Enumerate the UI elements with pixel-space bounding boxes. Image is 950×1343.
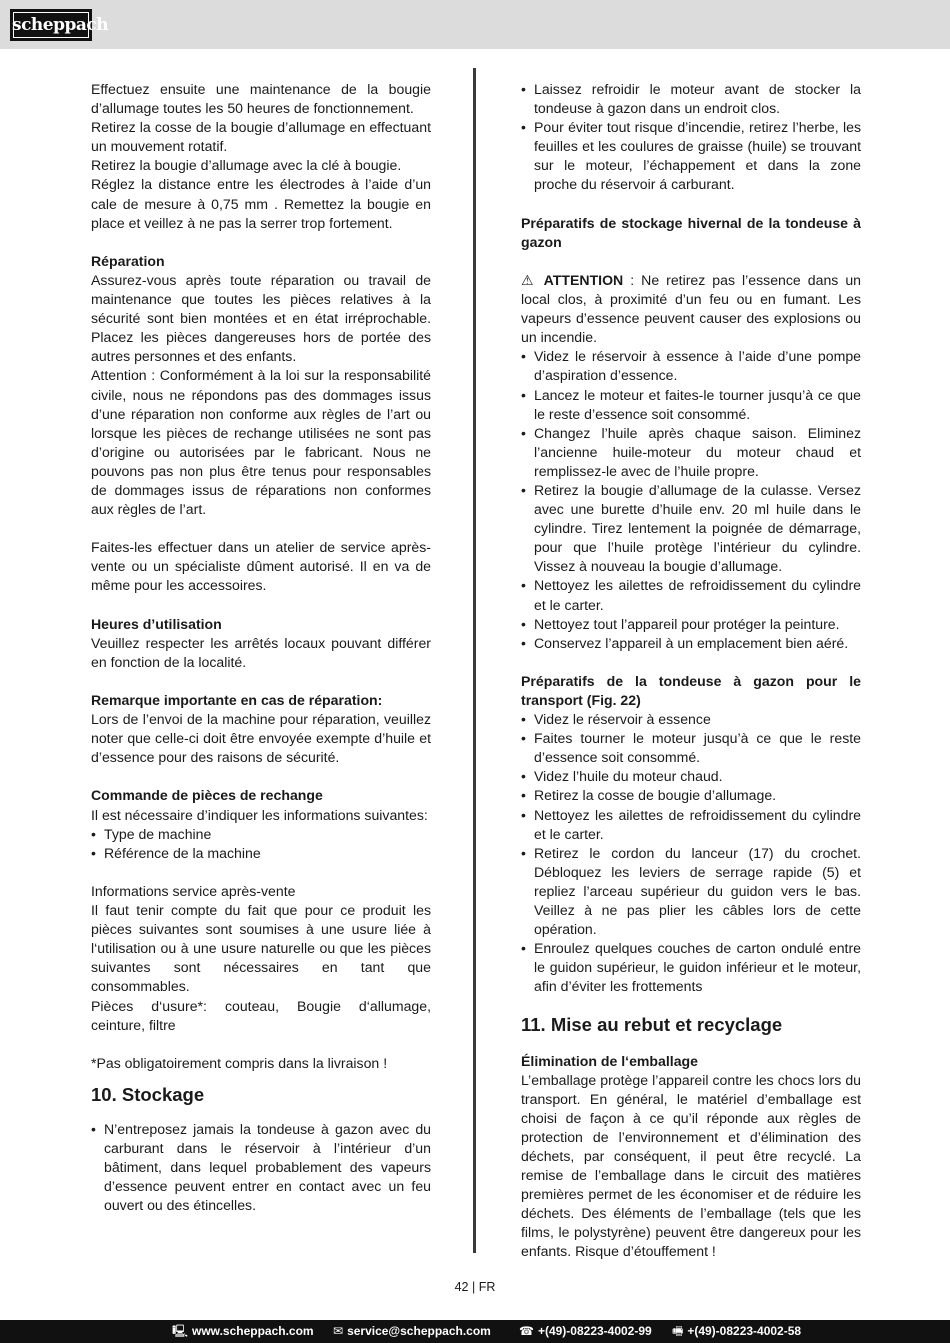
fax-text: +(49)-08223-4002-58 [687, 1324, 802, 1338]
remarque-paragraph: Lors de l’envoi de la machine pour réparation, veuillez noter que celle-ci doit être envoyée exempte d’huile et d’essence pour des raisons de sécurité. [91, 711, 431, 766]
commande-paragraph: Il est nécessaire d’indiquer les informations suivantes: [91, 806, 428, 823]
stockage-heading: 10. Stockage [91, 1083, 205, 1105]
storage-list [521, 80, 861, 195]
heures-paragraph: Veuillez respecter les arrêtés locaux pouvant différer en fonction de la localité. [91, 634, 431, 670]
page-number: 42 | FR [454, 1280, 496, 1294]
commande-list [91, 825, 431, 863]
header-bar [0, 0, 950, 49]
hiver-list [521, 347, 861, 653]
list-item: • Retirez la cosse de bougie d’allumage. [521, 786, 861, 805]
list-item: • Conservez l’appareil à un emplacement bien aéré. [521, 634, 861, 653]
emballage-paragraph: L’emballage protège l’appareil contre les chocs lors du transport. En général, le matériel d’emballage est choisi de façon à ce qu’il réponde aux règles de protection de l’environnement et d’élimination des déchets, par conséquent, il peut être recyclé. La remise de l’emballage dans le circuit des matières premières permet de les économiser et de réduire les déchets. Des éléments de l’emballage (tels que les films, le polystyrène) peuvent être dangereux pour les enfants. Risque d’étouffement ! [521, 1071, 861, 1260]
warning-text: : Ne retirez pas l’essence dans un local clos, à proximité d’un feu ou en fumant. Les vapeurs d’essence peuvent causer des explosions ou un incendie. [521, 271, 861, 346]
footer-website[interactable] [172, 1320, 314, 1343]
footer-phone [519, 1320, 652, 1343]
list-item: • Nettoyez tout l’appareil pour protéger la peinture. [521, 615, 861, 634]
footer-email[interactable] [333, 1320, 491, 1343]
service-paragraph: Pièces d‘usure*: couteau, Bougie d‘allumage, ceinture, filtre [91, 997, 431, 1033]
hiver-title: Préparatifs de stockage hivernal de la tondeuse à gazon [521, 214, 861, 250]
list-item: • Changez l’huile après chaque saison. Eliminez l’ancienne huile-moteur du moteur chaud et remplissez-le avec de l’huile propre. [521, 424, 861, 481]
recycle-heading: 11. Mise au rebut et recyclage [521, 1013, 783, 1035]
footnote: *Pas obligatoirement compris dans la livraison ! [91, 1054, 388, 1071]
warning-icon: ⚠ [521, 271, 537, 288]
remarque-title: Remarque importante en cas de réparation: [91, 692, 383, 708]
stockage-list [91, 1120, 431, 1215]
right-column [521, 80, 861, 1262]
phone-icon: ☎ [519, 1324, 534, 1338]
scheppach-logo: scheppach [10, 9, 92, 41]
website-text: www.scheppach.com [192, 1324, 314, 1338]
computer-icon: 🖳 [172, 1324, 189, 1338]
reparation-title: Réparation [91, 252, 165, 269]
service-title: Informations service après-vente [91, 882, 296, 899]
service-paragraph: Il faut tenir compte du fait que pour ce produit les pièces suivantes sont soumises à une usure liée à l‘utilisation ou à une usure naturelle ou que les pièces suivantes sont nécessaires en tant que consommables. [91, 902, 431, 995]
list-item: • Retirez le cordon du lanceur (17) du crochet. Débloquez les leviers de serrage rapide (5) et repliez l’arceau supérieur du guidon vers le bas. Veillez à ne pas plier les câbles lors de cette opération. [521, 844, 861, 939]
transport-list [521, 710, 861, 996]
footer-bar [0, 1320, 950, 1343]
email-text: service@scheppach.com [347, 1324, 491, 1338]
warning-label: ATTENTION [543, 271, 624, 288]
list-item: • Videz le réservoir à essence [521, 710, 861, 729]
phone-text: +(49)-08223-4002-99 [537, 1324, 652, 1338]
list-item: • Nettoyez les ailettes de refroidissement du cylindre et le carter. [521, 806, 861, 844]
list-item: • Videz le réservoir à essence à l’aide d’une pompe d’aspiration d’essence. [521, 347, 861, 385]
intro-line: Réglez la distance entre les électrodes à l’aide d’un cale de mesure à 0,75 mm . Remettez la bougie en place et veillez à ne pas la serrer trop fortement. [91, 176, 431, 231]
list-item: • Référence de la machine [91, 844, 431, 863]
reparation-paragraph: Assurez-vous après toute réparation ou travail de maintenance que toutes les pièces relatives à la sécurité sont bien montées et en état irréprochable. Placez les pièces dangereuses hors de portée des autres personnes et des enfants. [91, 271, 431, 365]
list-item: • Videz l’huile du moteur chaud. [521, 767, 861, 786]
list-item: • Enroulez quelques couches de carton ondulé entre le guidon supérieur, le guidon inférieur et le moteur, afin d’éviter les frottements [521, 939, 861, 996]
intro-line: Effectuez ensuite une maintenance de la bougie d’allumage toutes les 50 heures de fonctionnement. [91, 81, 431, 117]
emballage-title: Élimination de l‘emballage [521, 1052, 698, 1069]
mail-icon: ✉ [333, 1324, 344, 1338]
list-item: • Laissez refroidir le moteur avant de stocker la tondeuse à gazon dans un endroit clos. [521, 80, 861, 118]
warning-paragraph [521, 271, 861, 347]
reparation-paragraph: Attention : Conformément à la loi sur la responsabilité civile, nous ne répondons pas des dommages issus d’une réparation non conforme aux règles de l’art ou lorsque les pièces de rechange utilisées ne sont pas d’origine ou autorisées par le fabricant. Nous ne pouvons pas non plus être tenus pour responsables de dommages issus de réparations non conformes aux règles de l’art. [91, 367, 431, 518]
column-divider [473, 68, 476, 1253]
transport-title: Préparatifs de la tondeuse à gazon pour le transport (Fig. 22) [521, 672, 861, 708]
left-column [91, 80, 431, 1215]
intro-line: Retirez la bougie d’allumage avec la clé à bougie. [91, 157, 402, 174]
list-item: • Retirez la bougie d’allumage de la culasse. Versez avec une burette d’huile env. 20 ml huile dans le cylindre. Tirez lentement la poignée de démarrage, pour que l’huile protège l’intérieur du cylindre. Vissez à nouveau la bougie d’allumage. [521, 481, 861, 576]
list-item: • Type de machine [91, 825, 431, 844]
commande-title: Commande de pièces de rechange [91, 787, 323, 804]
list-item: • Pour éviter tout risque d’incendie, retirez l’herbe, les feuilles et les coulures de graisse (huile) se trouvant sur le moteur, l’échappement et dans la zone proche du réservoir á carburant. [521, 118, 861, 194]
reparation-paragraph: Faites-les effectuer dans un atelier de service après-vente ou un spécialiste dûment autorisé. Il en va de même pour les accessoires. [91, 539, 431, 594]
list-item: • Faites tourner le moteur jusqu’à ce que le reste d’essence soit consommé. [521, 729, 861, 767]
footer-fax [672, 1320, 801, 1343]
heures-title: Heures d’utilisation [91, 615, 222, 632]
list-item: • Nettoyez les ailettes de refroidissement du cylindre et le carter. [521, 576, 861, 614]
list-item: • N’entreposez jamais la tondeuse à gazon avec du carburant dans le réservoir à l’intérieur d’un bâtiment, dans lequel probablement des vapeurs d’essence peuvent entrer en contact avec un feu ouvert ou des étincelles. [91, 1120, 431, 1215]
fax-icon: 🖷 [672, 1324, 684, 1338]
intro-line: Retirez la cosse de la bougie d’allumage en effectuant un mouvement rotatif. [91, 119, 431, 155]
list-item: • Lancez le moteur et faites-le tourner jusqu’à ce que le reste d’essence soit consommé. [521, 386, 861, 424]
